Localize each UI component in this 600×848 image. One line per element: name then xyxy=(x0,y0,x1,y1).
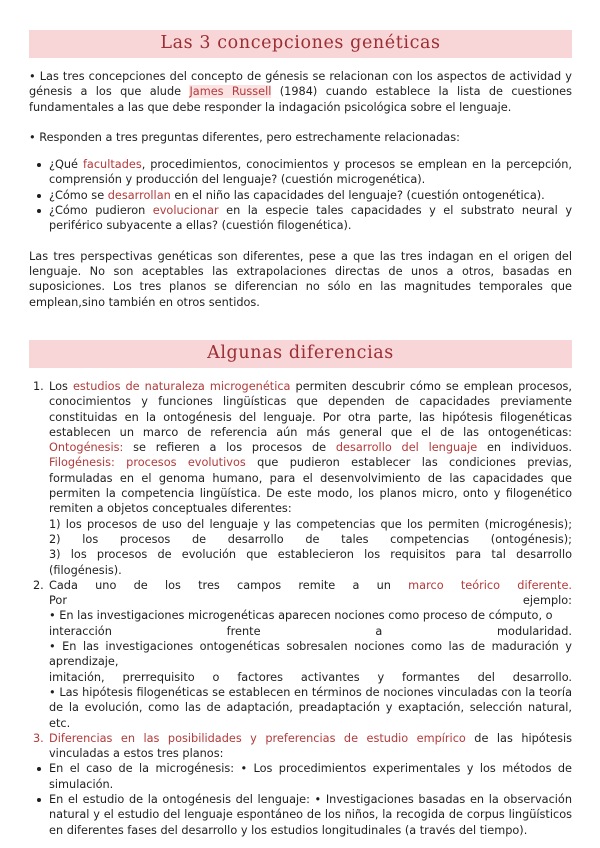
plane-line: 2) los procesos de desarrollo de tales competencias (ontogénesis); xyxy=(49,532,572,546)
intro-text-end: (1984) cuando establece la lista de cuestiones fundamentales a las que debe responder la indagación psicológica sobre el lenguaje. xyxy=(29,85,573,114)
question-text-end: en la especie tales capacidades y el substrato neural y periférico subyacente a ellas? (cuestión filogenética). xyxy=(49,204,573,233)
list-item xyxy=(29,731,572,762)
example-line: imitación, prerrequisito o factores activantes y formantes del desarrollo. xyxy=(49,670,572,684)
question-text-end: , procedimientos, conocimientos y procesos se emplean en la percepción, comprensión y producción del lenguaje? (cuestión microgenética). xyxy=(49,158,572,187)
item-text: en individuos. xyxy=(477,441,572,455)
item-text: permiten descubrir cómo se emplean procesos, conocimientos y funciones lingüísticas que dependen de capacidades previamente constituidas en la ontogénesis del lenguaje. Por otra parte, las hipótesis filogenéticas establecen un marco de referencia aún más general que el de las ontogenéticas: xyxy=(49,380,573,439)
list-item: En el caso de la microgénesis: • Los procedimientos experimentales y los métodos de simulación. xyxy=(29,761,572,792)
item-paragraph xyxy=(49,379,572,517)
item-number: 2. xyxy=(33,578,44,592)
plane-line: 3) los procesos de evolución que establecieron los requisitos para tal desarrollo (filogénesis). xyxy=(49,548,572,577)
item-text: Los xyxy=(49,380,73,393)
list-item xyxy=(29,578,572,731)
author-link[interactable]: James Russell xyxy=(189,85,272,99)
differences-list xyxy=(29,379,572,761)
question-keyword: desarrollan xyxy=(107,188,171,202)
list-item xyxy=(29,188,572,203)
section-title-diferencias xyxy=(29,340,572,368)
item-number: 1. xyxy=(33,380,44,393)
highlight-text: desarrollo del lenguaje xyxy=(335,441,478,455)
highlight-text: estudios de naturaleza microgenética xyxy=(72,380,291,393)
list-item xyxy=(29,157,572,188)
list-item: En el estudio de la ontogénesis del lenguaje: • Investigaciones basadas en la observación natural y el estudio del lenguaje espontáneo de los niños, la recogida de corpus lingüísticos en diferentes fases del desarrollo y los estudios longitudinales (a través del tiempo). xyxy=(29,792,572,838)
item-text: de las hipótesis vinculadas a estos tres planos: xyxy=(49,731,572,761)
question-keyword: facultades xyxy=(82,158,142,172)
intro-text: • Las tres concepciones del concepto de génesis se relacionan con los aspectos de actividad y génesis a los que alude xyxy=(29,70,572,99)
questions-list xyxy=(29,157,572,233)
example-label: Por ejemplo: xyxy=(49,594,572,608)
question-text: ¿Qué xyxy=(49,158,83,172)
section2-body xyxy=(29,379,572,838)
plane-line: 1) los procesos de uso del lenguaje y las competencias que los permiten (microgénesis); xyxy=(49,517,572,531)
highlight-text: Filogénesis: procesos evolutivos xyxy=(49,456,246,470)
section-title-text: Las 3 concepciones genéticas xyxy=(160,33,441,54)
item-paragraph xyxy=(49,578,572,593)
closing-paragraph: Las tres perspectivas genéticas son diferentes, pese a que las tres indagan en el origen del lenguaje. No son aceptables las extrapolaciones directas de unos a otros, basadas en suposiciones. Los tres planos se diferencian no sólo en las magnitudes temporales que emplean,sino también en otros sentidos. xyxy=(29,249,572,309)
highlight-text: Ontogénesis: xyxy=(49,441,124,455)
lead-paragraph: • Responden a tres preguntas diferentes, pero estrechamente relacionadas: xyxy=(29,130,460,144)
highlight-text: Diferencias en las posibilidades y preferencias de estudio empírico xyxy=(49,731,466,745)
example-line: • En las investigaciones ontogenéticas sobresalen nociones como las de maduración y aprendizaje, xyxy=(49,640,572,669)
highlight-text: marco teórico diferente. xyxy=(408,578,572,592)
intro-paragraph xyxy=(29,69,572,115)
list-item xyxy=(29,379,572,578)
item-text: que pudieron establecer las condiciones previas, formuladas en el genoma humano, para el desenvolvimiento de las capacidades que permiten la competencia lingüística. De este modo, los planos micro, onto y filogenético remiten a objetos conceptuales diferentes: xyxy=(49,456,572,516)
list-item xyxy=(29,203,572,234)
section-title-text: Algunas diferencias xyxy=(207,343,394,364)
question-text: ¿Cómo pudieron xyxy=(49,204,153,218)
question-keyword: evolucionar xyxy=(152,204,219,218)
section1-body xyxy=(29,69,572,310)
question-text: ¿Cómo se xyxy=(49,188,108,202)
example-line: interacción frente a modularidad. xyxy=(49,624,572,638)
section-title-concepciones xyxy=(29,30,572,58)
question-text-end: en el niño las capacidades del lenguaje? (cuestión ontogenética). xyxy=(170,188,545,202)
item-text: se refieren a los procesos de xyxy=(123,441,336,455)
example-line: • Las hipótesis filogenéticas se establecen en términos de nociones vinculadas con la teoría de la evolución, como las de adaptación, preadaptación y exaptación, selección natural, etc. xyxy=(49,685,572,730)
example-line: • En las investigaciones microgenéticas aparecen nociones como proceso de cómputo, o xyxy=(49,609,553,623)
item-number: 3. xyxy=(33,731,44,745)
item-paragraph xyxy=(49,731,572,762)
study-methods-list xyxy=(29,761,572,837)
item-text: Cada uno de los tres campos remite a un xyxy=(49,578,409,592)
